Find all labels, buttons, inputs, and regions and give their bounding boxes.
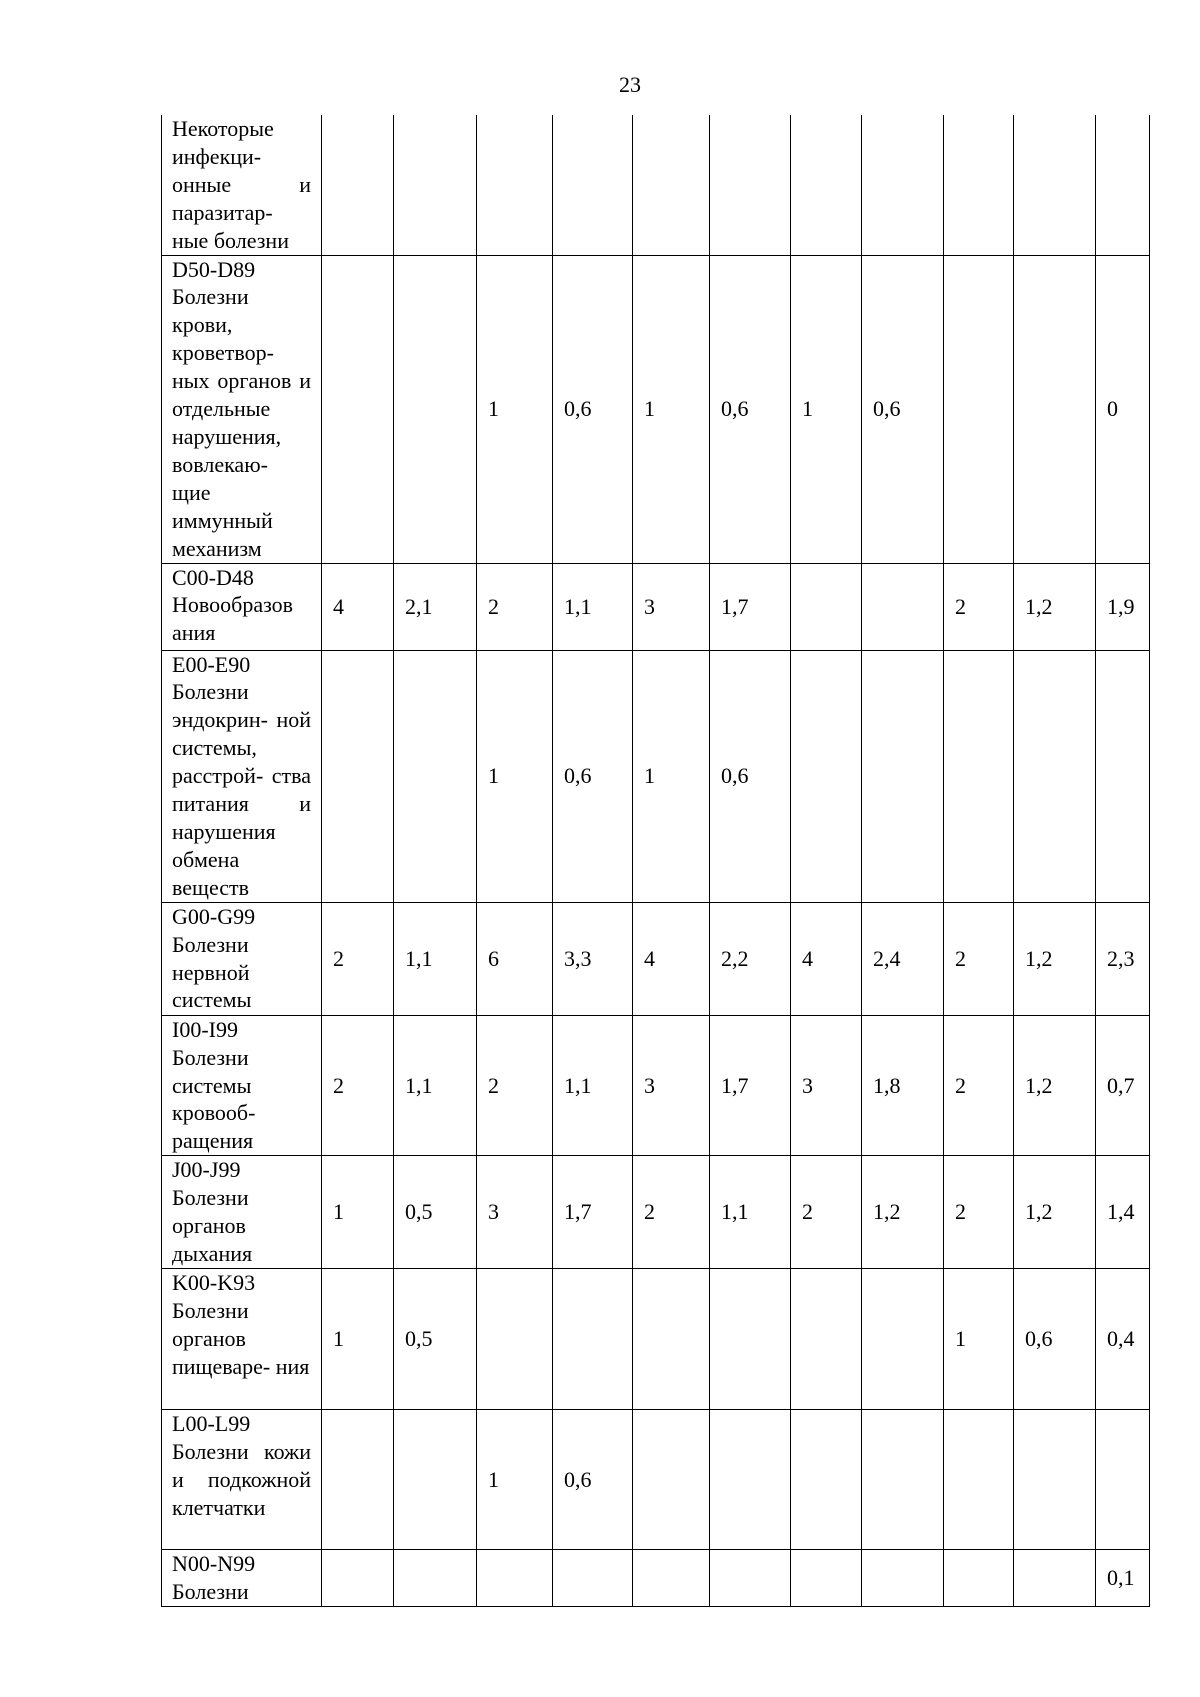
table-row — [162, 255, 1150, 563]
table-cell: 2,3 — [1096, 902, 1150, 1015]
table-cell: 3 — [477, 1156, 553, 1269]
table-row — [162, 1156, 1150, 1269]
table-cell — [944, 115, 1014, 255]
table-cell: 0,5 — [394, 1156, 477, 1269]
table-cell: 0,1 — [1096, 1550, 1150, 1607]
table-row — [162, 1269, 1150, 1410]
table-cell — [862, 563, 944, 650]
table-cell — [862, 650, 944, 902]
table-cell — [322, 1550, 394, 1607]
disease-class-label: L00-L99 Болезни кожи и подкожной клетчатки — [162, 1410, 322, 1550]
table-cell: 1,1 — [394, 1015, 477, 1156]
table-cell — [322, 255, 394, 563]
table-cell — [553, 1269, 633, 1410]
table-cell — [1014, 1410, 1096, 1550]
table-cell — [710, 1410, 791, 1550]
table-cell — [1014, 115, 1096, 255]
table-cell: 1,7 — [710, 563, 791, 650]
disease-class-label: J00-J99 Болезни органов дыхания — [162, 1156, 322, 1269]
table-cell: 2 — [944, 1015, 1014, 1156]
table-cell: 1 — [633, 255, 710, 563]
table-cell: 0 — [1096, 255, 1150, 563]
table-cell: 4 — [633, 902, 710, 1015]
table-cell: 1,9 — [1096, 563, 1150, 650]
table-cell — [791, 1269, 862, 1410]
table-cell: 4 — [791, 902, 862, 1015]
disease-class-label: K00-K93 Болезни органов пищеваре- ния — [162, 1269, 322, 1410]
table-cell — [791, 1410, 862, 1550]
table-cell — [944, 1410, 1014, 1550]
table-cell — [1096, 1410, 1150, 1550]
table-cell — [394, 255, 477, 563]
table-cell: 0,6 — [553, 255, 633, 563]
table-cell: 6 — [477, 902, 553, 1015]
table-row — [162, 650, 1150, 902]
table-cell — [710, 115, 791, 255]
table-cell — [553, 1550, 633, 1607]
table-cell: 2 — [322, 1015, 394, 1156]
table-cell: 1,1 — [553, 563, 633, 650]
table-cell — [791, 563, 862, 650]
disease-class-label: Некоторые инфекци- онные и паразитар- ные болезни — [162, 115, 322, 255]
table-cell — [394, 1550, 477, 1607]
table-cell: 2 — [944, 563, 1014, 650]
disease-class-label: E00-E90 Болезни эндокрин- ной системы, расстрой- ства питания и нарушения обмена веществ — [162, 650, 322, 902]
table-cell — [791, 115, 862, 255]
morbidity-table — [161, 115, 1150, 1607]
table-cell — [477, 1550, 553, 1607]
table-cell — [322, 1410, 394, 1550]
table-cell — [633, 1269, 710, 1410]
table-cell: 1,4 — [1096, 1156, 1150, 1269]
table-cell: 1 — [322, 1156, 394, 1269]
table-cell: 2,4 — [862, 902, 944, 1015]
table-cell: 0,4 — [1096, 1269, 1150, 1410]
disease-class-label: I00-I99 Болезни системы кровооб- ращения — [162, 1015, 322, 1156]
table-cell: 1,7 — [710, 1015, 791, 1156]
table-cell — [1014, 1550, 1096, 1607]
table-cell: 1,1 — [394, 902, 477, 1015]
table-cell: 2,2 — [710, 902, 791, 1015]
table-cell: 1,8 — [862, 1015, 944, 1156]
table-row — [162, 563, 1150, 650]
table-cell — [633, 1410, 710, 1550]
table-cell: 2,1 — [394, 563, 477, 650]
table-cell: 1 — [477, 650, 553, 902]
table-cell: 3 — [791, 1015, 862, 1156]
table-cell — [633, 115, 710, 255]
table-cell: 2 — [944, 902, 1014, 1015]
table-cell: 0,7 — [1096, 1015, 1150, 1156]
table-cell — [1096, 650, 1150, 902]
table-cell: 3,3 — [553, 902, 633, 1015]
table-cell: 0,6 — [710, 255, 791, 563]
table-cell: 1,2 — [1014, 563, 1096, 650]
table-cell — [322, 650, 394, 902]
disease-class-label: C00-D48 Новообразов ания — [162, 563, 322, 650]
table-cell: 0,6 — [710, 650, 791, 902]
table-cell: 1,2 — [1014, 902, 1096, 1015]
table-cell — [944, 650, 1014, 902]
table-cell: 0,6 — [553, 1410, 633, 1550]
table-cell: 0,6 — [1014, 1269, 1096, 1410]
table-cell — [944, 1550, 1014, 1607]
table-cell: 3 — [633, 563, 710, 650]
disease-class-label: D50-D89 Болезни крови, кроветвор- ных органов и отдельные нарушения, вовлекаю- щие иммунный механизм — [162, 255, 322, 563]
table-cell — [1014, 650, 1096, 902]
table-cell — [791, 650, 862, 902]
table-cell: 2 — [944, 1156, 1014, 1269]
table-cell — [710, 1550, 791, 1607]
table-cell: 0,6 — [553, 650, 633, 902]
table-cell: 0,5 — [394, 1269, 477, 1410]
table-cell: 2 — [322, 902, 394, 1015]
table-cell: 1,2 — [862, 1156, 944, 1269]
table-cell: 1,1 — [710, 1156, 791, 1269]
table-row — [162, 1410, 1150, 1550]
table-cell — [394, 115, 477, 255]
table-cell: 1,2 — [1014, 1015, 1096, 1156]
table-cell — [944, 255, 1014, 563]
page-number: 23 — [619, 72, 641, 97]
table-cell: 1 — [633, 650, 710, 902]
table-cell — [322, 115, 394, 255]
table-cell — [1014, 255, 1096, 563]
table-cell: 0,6 — [862, 255, 944, 563]
table-cell: 1 — [791, 255, 862, 563]
table-cell — [553, 115, 633, 255]
table-cell — [710, 1269, 791, 1410]
table-cell — [862, 1269, 944, 1410]
table-cell — [862, 115, 944, 255]
table-cell: 2 — [477, 1015, 553, 1156]
table-cell: 2 — [791, 1156, 862, 1269]
table-cell — [633, 1550, 710, 1607]
table-cell — [477, 115, 553, 255]
table-cell — [862, 1550, 944, 1607]
table-cell: 1,1 — [553, 1015, 633, 1156]
table-cell — [1096, 115, 1150, 255]
disease-class-label: N00-N99 Болезни — [162, 1550, 322, 1607]
table-row — [162, 1015, 1150, 1156]
table-cell: 1 — [477, 255, 553, 563]
table-cell: 1 — [322, 1269, 394, 1410]
table-cell: 1 — [477, 1410, 553, 1550]
table-cell: 1,7 — [553, 1156, 633, 1269]
table-row — [162, 115, 1150, 255]
table-cell — [394, 650, 477, 902]
table-cell: 1 — [944, 1269, 1014, 1410]
table-cell — [791, 1550, 862, 1607]
table-cell: 2 — [477, 563, 553, 650]
table-row — [162, 902, 1150, 1015]
disease-class-label: G00-G99 Болезни нервной системы — [162, 902, 322, 1015]
table-cell: 1,2 — [1014, 1156, 1096, 1269]
table-cell — [862, 1410, 944, 1550]
table-cell — [477, 1269, 553, 1410]
table-cell: 2 — [633, 1156, 710, 1269]
table-cell: 3 — [633, 1015, 710, 1156]
table-row — [162, 1550, 1150, 1607]
table-cell: 4 — [322, 563, 394, 650]
table-cell — [394, 1410, 477, 1550]
